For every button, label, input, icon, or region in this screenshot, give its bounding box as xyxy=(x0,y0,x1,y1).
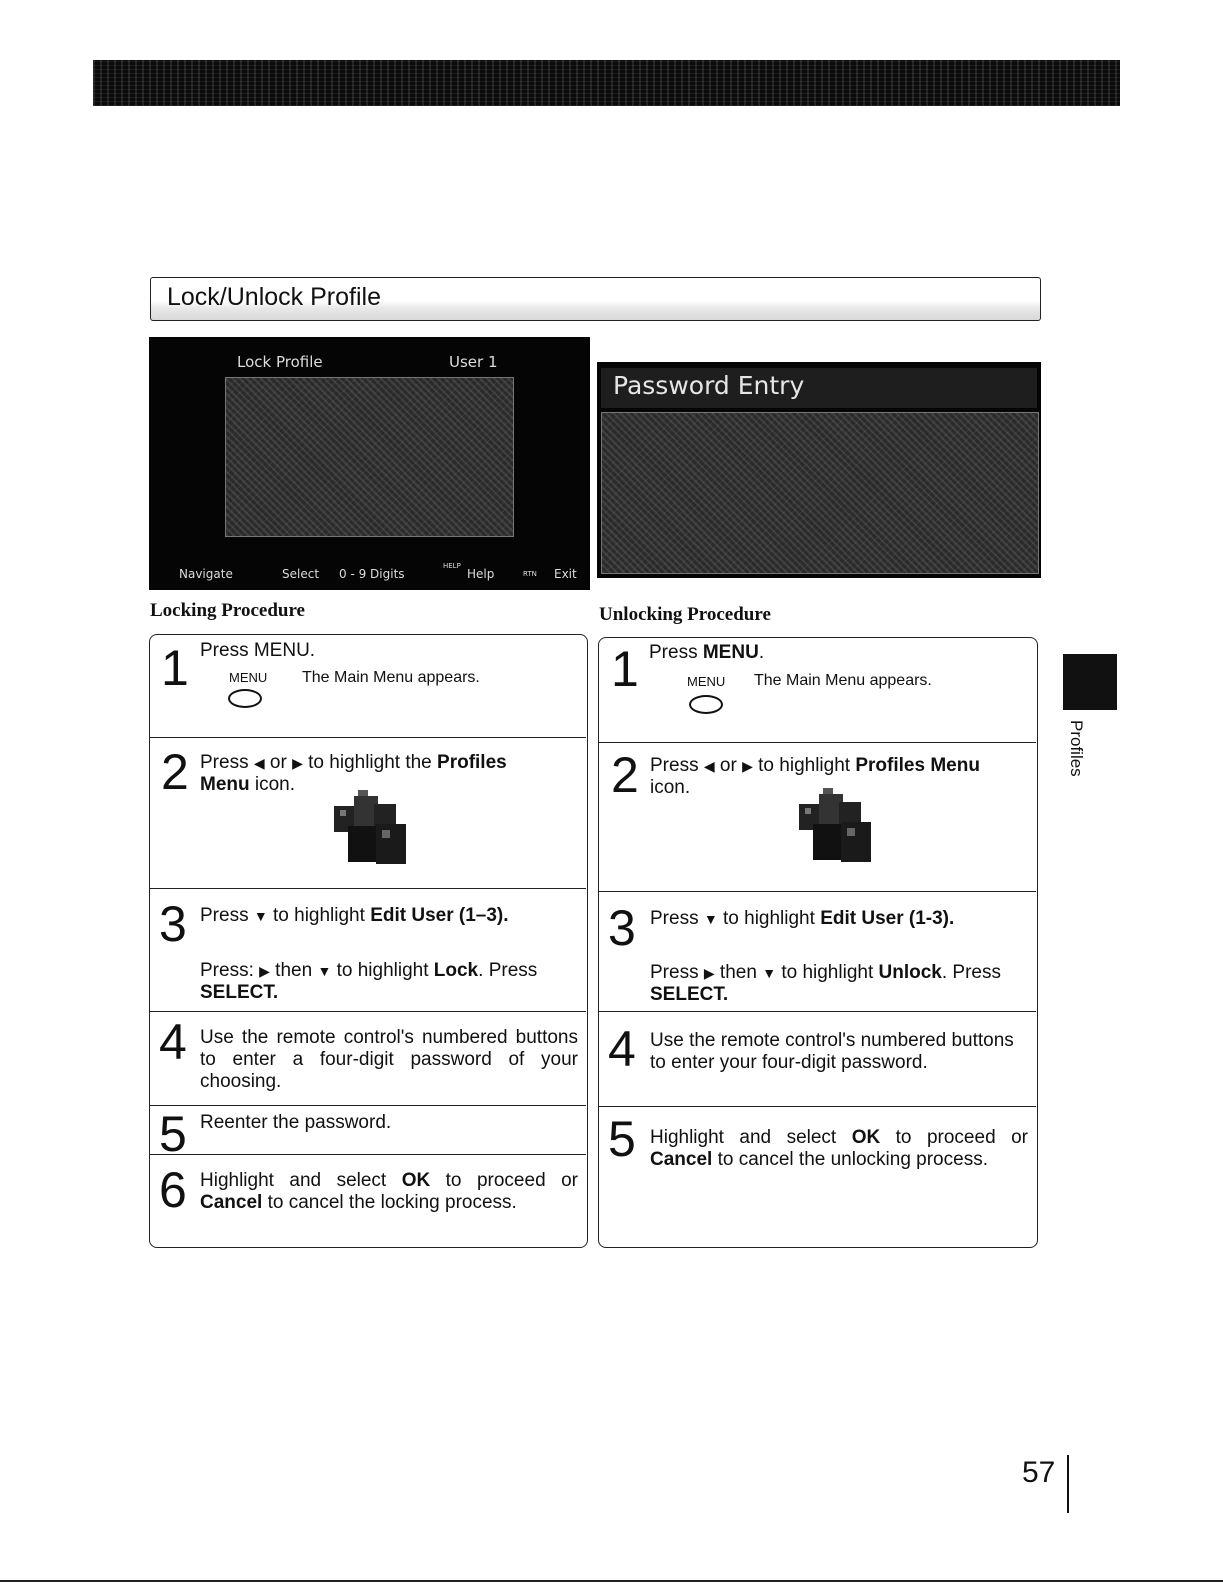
password-dialog-area xyxy=(601,412,1039,574)
right-arrow-icon: ▶ xyxy=(703,965,715,981)
step-number: 2 xyxy=(611,747,639,803)
right-arrow-icon: ▶ xyxy=(292,755,303,771)
step-text: Use the remote control's numbered buttons to enter a four-digit password of your choosing. xyxy=(200,1027,578,1092)
step-number: 4 xyxy=(608,1021,636,1077)
step-text: Press ▼ to highlight Edit User (1–3). xyxy=(200,905,509,926)
divider xyxy=(150,1011,586,1012)
step-text: Highlight and select OK to proceed or Cancel to cancel the locking process. xyxy=(200,1170,578,1213)
menu-button-icon xyxy=(228,689,262,708)
divider xyxy=(150,1154,586,1155)
footer-exit-key: RTN xyxy=(523,570,537,578)
divider xyxy=(150,1105,586,1106)
footer-exit: Exit xyxy=(554,567,577,581)
step-text: Press ◀ or ▶ to highlight the Profiles Menu icon. xyxy=(200,752,507,795)
step-number: 2 xyxy=(161,744,189,800)
divider xyxy=(150,888,586,889)
step-text: Press ▼ to highlight Edit User (1-3). xyxy=(650,908,955,929)
footer-help: Help xyxy=(467,567,495,581)
right-arrow-icon: ▶ xyxy=(259,963,270,979)
down-arrow-icon: ▼ xyxy=(762,965,777,981)
locking-procedure-title: Locking Procedure xyxy=(150,600,305,621)
step-text: Press ◀ or ▶ to highlight Profiles Menu icon. xyxy=(650,755,980,798)
footer-digits: 0 - 9 Digits xyxy=(339,567,405,581)
profiles-menu-icon xyxy=(795,788,877,868)
menu-note: The Main Menu appears. xyxy=(302,669,480,686)
menu-key-label: MENU xyxy=(229,670,268,685)
header-band xyxy=(93,60,1120,106)
step-text: Press MENU. xyxy=(200,640,316,661)
step-text: Press: ▶ then ▼ to highlight Lock. Press SELECT. xyxy=(200,960,538,1003)
divider xyxy=(599,1011,1036,1012)
profiles-menu-icon xyxy=(330,790,412,870)
footer-select: Select xyxy=(282,567,320,581)
unlocking-steps-panel xyxy=(598,637,1038,1248)
step-number: 1 xyxy=(611,641,639,697)
right-arrow-icon: ▶ xyxy=(742,758,753,774)
down-arrow-icon: ▼ xyxy=(253,908,268,924)
step-number: 6 xyxy=(159,1162,187,1218)
locking-steps-panel xyxy=(149,634,588,1248)
down-arrow-icon: ▼ xyxy=(317,963,332,979)
down-arrow-icon: ▼ xyxy=(703,911,718,927)
page-number-rule xyxy=(1067,1455,1069,1513)
step-text: Press ▶ then ▼ to highlight Unlock. Press SELECT. xyxy=(650,962,1001,1005)
bottom-border xyxy=(0,1580,1223,1582)
section-header xyxy=(150,277,1041,321)
step-text: Press MENU. xyxy=(649,642,765,663)
step-text: Highlight and select OK to proceed or Cancel to cancel the unlocking process. xyxy=(650,1127,1028,1170)
menu-button-icon xyxy=(689,695,723,714)
unlocking-procedure-title: Unlocking Procedure xyxy=(599,604,771,625)
step-number: 4 xyxy=(159,1014,187,1070)
left-arrow-icon: ◀ xyxy=(253,755,265,771)
footer-help-key: HELP xyxy=(443,562,461,570)
step-text: Reenter the password. xyxy=(200,1112,392,1133)
left-arrow-icon: ◀ xyxy=(703,758,715,774)
step-number: 5 xyxy=(608,1111,636,1167)
screen-user: User 1 xyxy=(449,353,498,371)
step-text: Use the remote control's numbered buttons to enter your four-digit password. xyxy=(650,1030,1014,1073)
side-tab-label: Profiles xyxy=(1067,720,1086,777)
step-number: 1 xyxy=(161,640,189,696)
step-number: 3 xyxy=(608,900,636,956)
password-entry-screen xyxy=(597,362,1041,578)
screen-title: Lock Profile xyxy=(237,353,323,371)
page-number: 57 xyxy=(1022,1456,1056,1489)
step-number: 5 xyxy=(159,1106,187,1162)
divider xyxy=(599,891,1036,892)
divider xyxy=(150,737,586,738)
password-title: Password Entry xyxy=(613,371,805,400)
section-title: Lock/Unlock Profile xyxy=(167,283,381,311)
lock-profile-screen xyxy=(149,337,590,590)
menu-key-label: MENU xyxy=(687,674,726,689)
divider xyxy=(599,1106,1036,1107)
divider xyxy=(599,742,1036,743)
screen-menu-area xyxy=(225,377,514,537)
footer-navigate: Navigate xyxy=(179,567,233,581)
side-tab-marker xyxy=(1063,654,1117,710)
step-number: 3 xyxy=(159,896,187,952)
menu-note: The Main Menu appears. xyxy=(754,672,932,689)
